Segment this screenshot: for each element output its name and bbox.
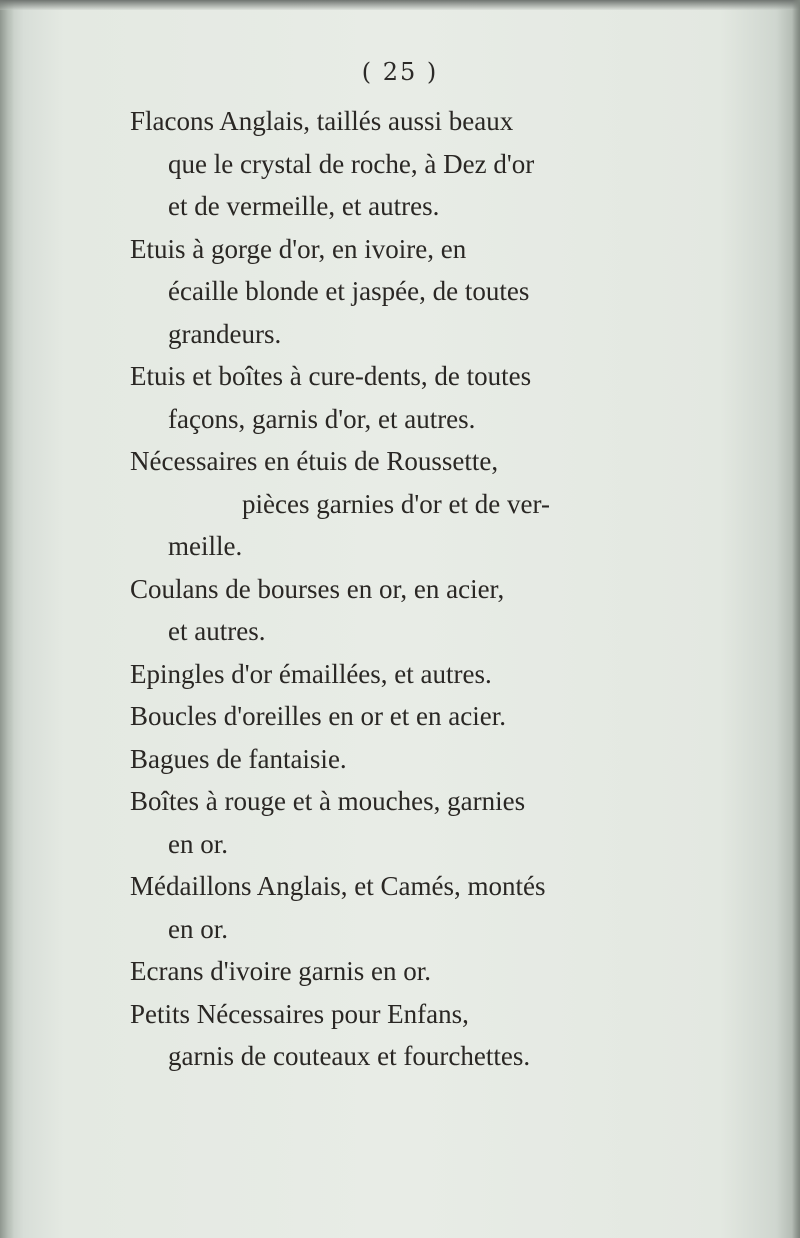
entry-line: Etuis à gorge d'or, en ivoire, en — [130, 233, 467, 264]
text-block — [130, 100, 690, 1078]
entry-line: écaille blonde et jaspée, de toutes — [168, 276, 530, 306]
list-item — [130, 568, 690, 653]
entry-line: Boîtes à rouge et à mouches, garnies — [130, 786, 526, 816]
list-item — [130, 993, 690, 1078]
page-number: ( 25 ) — [361, 58, 439, 86]
entry-line: Boucles d'oreilles en or et en acier. — [130, 701, 506, 731]
entry-line: grandeurs. — [168, 318, 282, 349]
entry-line: Epingles d'or émaillées, et autres. — [130, 658, 492, 689]
entry-line: Médaillons Anglais, et Camés, montés — [130, 871, 546, 901]
entry-line: Petits Nécessaires pour Enfans, — [130, 998, 469, 1029]
list-item — [130, 355, 690, 440]
list-item — [130, 695, 690, 738]
entry-line: Flacons Anglais, taillés aussi beaux — [130, 106, 514, 136]
entry-line: et de vermeille, et autres. — [168, 191, 440, 221]
list-item — [130, 950, 690, 993]
entry-line: en or. — [168, 828, 228, 859]
list-item — [130, 228, 690, 356]
page-top-edge — [0, 0, 800, 10]
entry-line: façons, garnis d'or, et autres. — [168, 403, 476, 434]
page-right-edge — [792, 0, 800, 1238]
entry-line: en or. — [168, 913, 228, 944]
list-item — [130, 100, 690, 228]
entry-line: que le crystal de roche, à Dez d'or — [168, 148, 535, 179]
list-item — [130, 865, 690, 950]
entry-line: pièces garnies d'or et de ver- — [242, 488, 550, 519]
entry-line: garnis de couteaux et fourchettes. — [168, 1041, 531, 1071]
list-item — [130, 780, 690, 865]
entry-line: et autres. — [168, 616, 266, 646]
list-item — [130, 653, 690, 696]
list-item — [130, 440, 690, 568]
list-item — [130, 738, 690, 781]
entry-line: Etuis et boîtes à cure-dents, de toutes — [130, 361, 532, 391]
entry-line: Ecrans d'ivoire garnis en or. — [130, 956, 432, 986]
entry-line: Coulans de bourses en or, en acier, — [130, 573, 505, 604]
entry-line: Bagues de fantaisie. — [130, 743, 347, 774]
entry-line: Nécessaires en étuis de Roussette, — [130, 446, 499, 476]
book-spine-shadow — [0, 0, 14, 1238]
entry-line: meille. — [168, 531, 243, 561]
